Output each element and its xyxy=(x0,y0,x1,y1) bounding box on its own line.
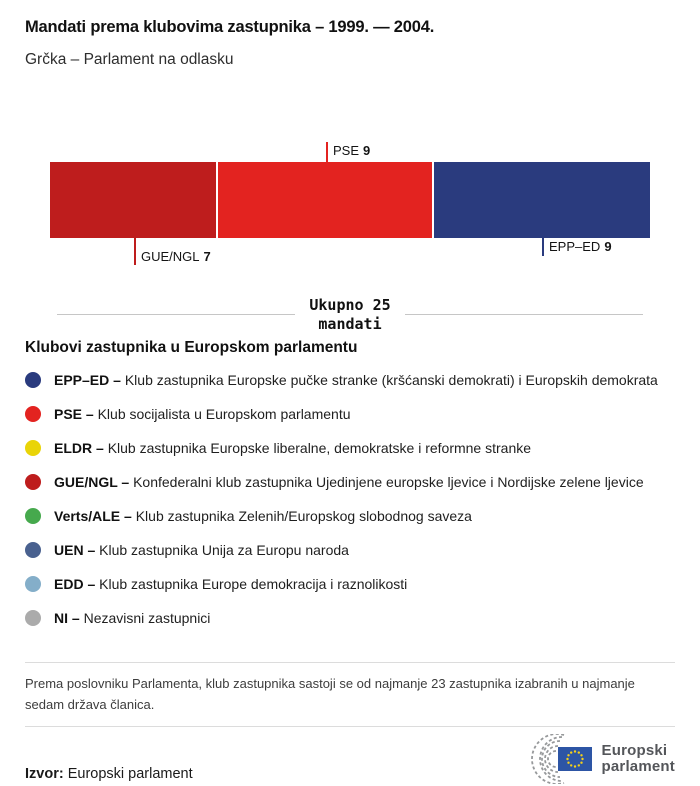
legend-group-description: Nezavisni zastupnici xyxy=(83,609,211,626)
callout-group-name: PSE xyxy=(333,143,360,158)
total-line-1: Ukupno 25 xyxy=(309,296,391,314)
legend-group-description: Klub zastupnika Europe demokracija i raznolikosti xyxy=(99,575,408,592)
legend-color-dot xyxy=(25,508,41,524)
legend-item xyxy=(25,508,675,524)
legend-group-description: Klub zastupnika Europske pučke stranke (kršćanski demokrati) i Europskih demokrata xyxy=(124,371,658,388)
divider-bottom xyxy=(25,726,675,727)
legend-group-abbr: UEN – xyxy=(54,541,96,558)
legend-group-description: Klub zastupnika Zelenih/Europskog slobodnog saveza xyxy=(135,507,472,524)
logo-wordmark-line-1: Europski xyxy=(601,741,668,759)
legend-text xyxy=(54,610,210,626)
legend-list xyxy=(25,372,675,626)
logo-wordmark xyxy=(602,743,676,776)
footer xyxy=(25,734,675,784)
total-mandates-label xyxy=(309,296,390,334)
callout-epp-ed xyxy=(542,238,612,256)
legend-item xyxy=(25,372,675,388)
callout-seat-count: 9 xyxy=(363,143,371,158)
source-line xyxy=(25,766,193,784)
legend-text xyxy=(54,372,658,388)
legend-group-abbr: PSE – xyxy=(54,405,94,422)
stacked-bar xyxy=(50,162,650,238)
legend-item xyxy=(25,542,675,558)
bar-segment-pse xyxy=(218,162,434,238)
callout-gue-ngl xyxy=(134,238,211,265)
legend-color-dot xyxy=(25,610,41,626)
legend-group-abbr: EDD – xyxy=(54,575,96,592)
legend-group-description: Klub zastupnika Europske liberalne, demokratske i reformne stranke xyxy=(107,439,532,456)
bar-segment-gue-ngl xyxy=(50,162,218,238)
total-line-2: mandati xyxy=(318,314,382,333)
legend-text xyxy=(54,542,349,558)
hemicycle-flag-icon xyxy=(518,734,594,784)
legend-color-dot xyxy=(25,440,41,456)
callout-group-name: EPP–ED xyxy=(549,239,601,254)
legend-group-abbr: Verts/ALE – xyxy=(54,507,132,524)
legend-group-description: Konfederalni klub zastupnika Ujedinjene europske ljevice i Nordijske zelene ljevice xyxy=(133,473,644,490)
legend-color-dot xyxy=(25,406,41,422)
total-rule-right xyxy=(405,314,643,315)
infographic-page xyxy=(0,18,700,786)
legend-group-abbr: GUE/NGL – xyxy=(54,473,130,490)
source-label: Izvor: xyxy=(25,766,64,783)
legend-heading: Klubovi zastupnika u Europskom parlamentu xyxy=(25,338,358,356)
total-rule-left xyxy=(57,314,295,315)
bar-segment-epp-ed xyxy=(434,162,650,238)
legend-group-abbr: NI – xyxy=(54,609,80,626)
footnote: Prema poslovniku Parlamenta, klub zastupnika sastoji se od najmanje 23 zastupnika izabranih u najmanje sedam država članica. xyxy=(25,675,635,712)
total-mandates xyxy=(57,296,643,334)
european-parliament-logo xyxy=(518,734,676,784)
legend-item xyxy=(25,406,675,422)
callout-seat-count: 7 xyxy=(203,249,211,264)
logo-wordmark-line-2: parlament xyxy=(601,758,675,776)
chart-subtitle: Grčka – Parlament na odlasku xyxy=(25,51,234,68)
legend-item xyxy=(25,576,675,592)
callout-pse xyxy=(326,142,370,162)
legend-item xyxy=(25,610,675,626)
legend-text xyxy=(54,440,531,456)
source-value: Europski parlament xyxy=(67,766,193,783)
legend-item xyxy=(25,474,675,490)
seat-bar-chart xyxy=(0,142,700,268)
legend-color-dot xyxy=(25,576,41,592)
chart-title: Mandati prema klubovima zastupnika – 1999. — 2004. xyxy=(25,18,435,36)
divider-top xyxy=(25,662,675,663)
legend-text xyxy=(54,576,407,592)
callout-seat-count: 9 xyxy=(604,239,612,254)
legend-text xyxy=(54,406,351,422)
legend-group-abbr: ELDR – xyxy=(54,439,104,456)
legend-color-dot xyxy=(25,474,41,490)
legend-group-description: Klub socijalista u Europskom parlamentu xyxy=(97,405,351,422)
legend-group-description: Klub zastupnika Unija za Europu naroda xyxy=(99,541,349,558)
legend-text xyxy=(54,474,644,490)
legend-item xyxy=(25,440,675,456)
legend-color-dot xyxy=(25,542,41,558)
legend-group-abbr: EPP–ED – xyxy=(54,371,121,388)
callout-group-name: GUE/NGL xyxy=(141,249,200,264)
legend-color-dot xyxy=(25,372,41,388)
legend-text xyxy=(54,508,472,524)
